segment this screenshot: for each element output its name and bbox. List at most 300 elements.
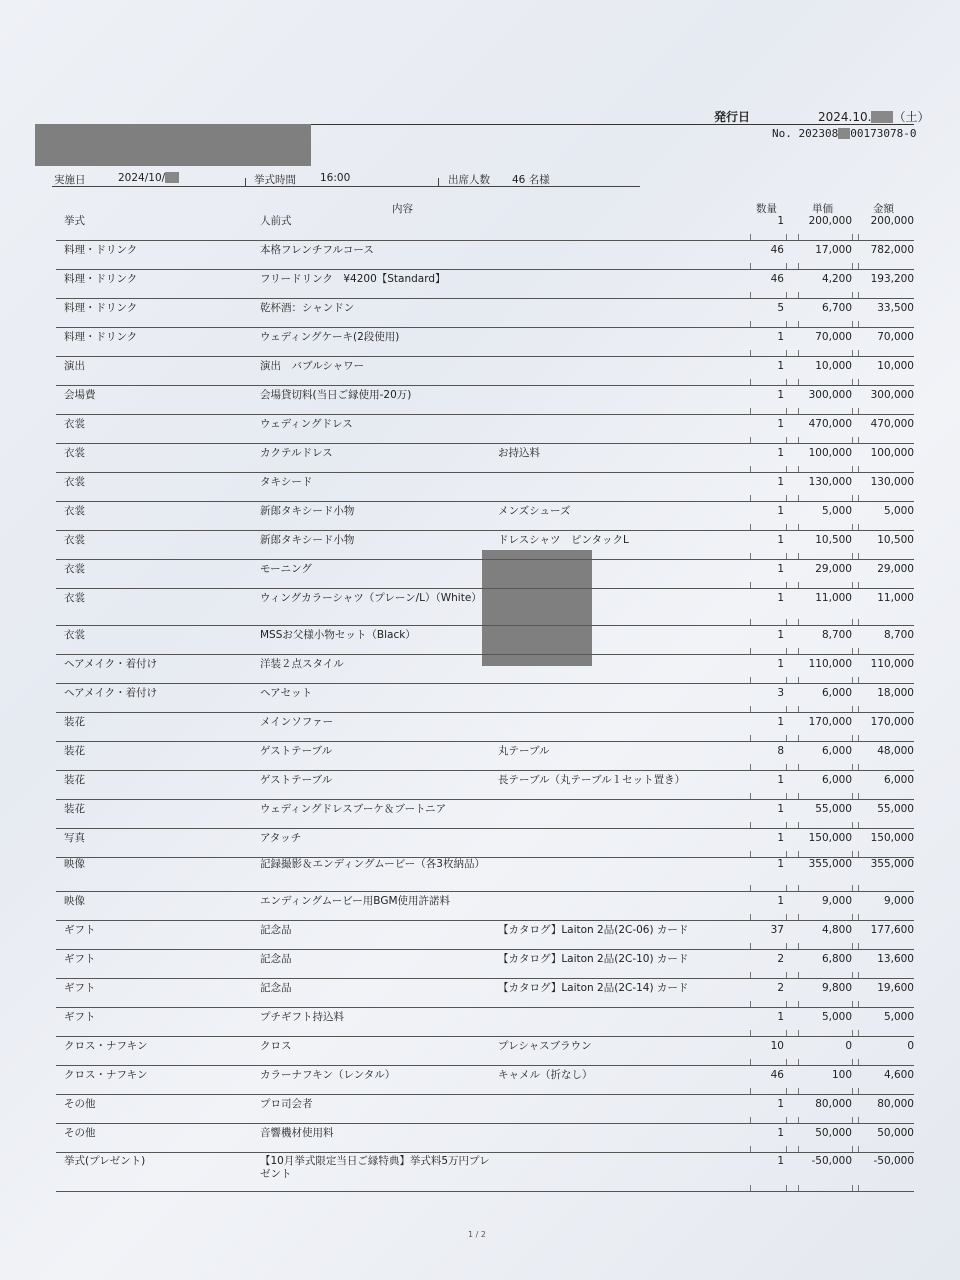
row-divider	[56, 472, 914, 473]
cell-tick	[750, 1001, 751, 1007]
cell-tick	[798, 234, 799, 240]
cell-tick	[798, 764, 799, 770]
qty-cell: 1	[777, 447, 784, 459]
cell-tick	[750, 466, 751, 472]
item-cell: モーニング	[260, 563, 312, 575]
cell-tick	[852, 822, 853, 828]
category-cell: ギフト	[64, 924, 96, 936]
qty-cell: 1	[777, 389, 784, 401]
row-divider	[56, 298, 914, 299]
cell-tick	[798, 553, 799, 559]
row-divider	[56, 443, 914, 444]
cell-tick	[798, 292, 799, 298]
cell-tick	[750, 648, 751, 654]
category-cell: 衣裳	[64, 505, 85, 517]
cell-tick	[786, 1146, 787, 1152]
cell-tick	[750, 1185, 751, 1191]
qty-cell: 1	[777, 592, 784, 604]
qty-cell: 1	[777, 895, 784, 907]
cell-tick	[852, 1059, 853, 1065]
cell-tick	[750, 885, 751, 891]
amount-cell: 177,600	[870, 924, 914, 936]
cell-tick	[798, 321, 799, 327]
qty-cell: 1	[777, 629, 784, 641]
note-cell: 【カタログ】Laiton 2品(2C-14) カード	[498, 982, 689, 994]
cell-tick	[852, 263, 853, 269]
item-cell: カラーナフキン（レンタル）	[260, 1069, 396, 1081]
cell-tick	[786, 764, 787, 770]
cell-tick	[858, 437, 859, 443]
cell-tick	[798, 495, 799, 501]
qty-cell: 1	[777, 418, 784, 430]
amount-cell: 8,700	[883, 629, 914, 641]
cell-tick	[786, 972, 787, 978]
unit-price-cell: 10,000	[815, 360, 852, 372]
cell-tick	[798, 466, 799, 472]
table-row	[56, 1040, 914, 1066]
row-divider	[56, 501, 914, 502]
cell-tick	[798, 793, 799, 799]
category-cell: クロス・ナフキン	[64, 1040, 148, 1052]
cell-tick	[798, 408, 799, 414]
category-cell: ギフト	[64, 982, 96, 994]
note-cell: ドレスシャツ ピンタックL	[498, 534, 629, 546]
cell-tick	[750, 292, 751, 298]
cell-tick	[786, 851, 787, 857]
unit-price-cell: 130,000	[808, 476, 852, 488]
cell-tick	[852, 735, 853, 741]
cell-tick	[750, 408, 751, 414]
table-row	[56, 331, 914, 357]
cell-tick	[858, 1146, 859, 1152]
cell-tick	[858, 1088, 859, 1094]
table-row	[56, 953, 914, 979]
unit-price-cell: 4,800	[821, 924, 852, 936]
row-divider	[56, 588, 914, 589]
cell-tick	[786, 1001, 787, 1007]
table-row	[56, 803, 914, 829]
cell-tick	[786, 1030, 787, 1036]
cell-tick	[852, 885, 853, 891]
amount-cell: 10,000	[877, 360, 914, 372]
cell-tick	[852, 914, 853, 920]
cell-tick	[852, 495, 853, 501]
category-cell: 映像	[64, 895, 85, 907]
item-cell: ゲストテーブル	[260, 774, 333, 786]
cell-tick	[786, 379, 787, 385]
qty-cell: 1	[777, 331, 784, 343]
cell-tick	[852, 1146, 853, 1152]
category-cell: 演出	[64, 360, 85, 372]
guest-count: 46 名様	[512, 174, 550, 186]
cell-tick	[858, 1001, 859, 1007]
event-date-redaction	[165, 172, 179, 183]
unit-price-cell: 100	[831, 1069, 852, 1081]
table-row	[56, 658, 914, 684]
cell-tick	[798, 619, 799, 625]
cell-tick	[852, 321, 853, 327]
cell-tick	[750, 764, 751, 770]
item-cell: 乾杯酒：シャンドン	[260, 302, 355, 314]
cell-tick	[858, 292, 859, 298]
unit-price-cell: 300,000	[808, 389, 852, 401]
cell-tick	[852, 524, 853, 530]
item-cell: カクテルドレス	[260, 447, 333, 459]
cell-tick	[858, 943, 859, 949]
cell-tick	[852, 706, 853, 712]
cell-tick	[798, 1117, 799, 1123]
cell-tick	[852, 582, 853, 588]
cell-tick	[858, 321, 859, 327]
cell-tick	[852, 619, 853, 625]
qty-cell: 46	[770, 244, 784, 256]
cell-tick	[858, 793, 859, 799]
cell-tick	[750, 706, 751, 712]
qty-cell: 46	[770, 273, 784, 285]
amount-cell: 5,000	[883, 505, 914, 517]
category-cell: 衣裳	[64, 418, 85, 430]
qty-cell: 1	[777, 360, 784, 372]
unit-price-cell: 100,000	[808, 447, 852, 459]
cell-tick	[798, 1185, 799, 1191]
qty-cell: 1	[777, 1098, 784, 1110]
row-divider	[56, 741, 914, 742]
item-cell: エンディングムービー用BGM使用許諾料	[260, 895, 451, 907]
column-header-amount: 金額	[873, 203, 894, 215]
event-date-label: 実施日	[54, 174, 86, 186]
document-number-suffix: 00173078-0	[850, 127, 917, 140]
item-cell: ウェディングドレスブーケ＆ブートニア	[260, 803, 447, 815]
item-cell: アタッチ	[260, 832, 302, 844]
item-cell: MSSお父様小物セット（Black）	[260, 629, 416, 641]
table-row	[56, 215, 914, 241]
cell-tick	[786, 822, 787, 828]
cell-tick	[786, 1185, 787, 1191]
unit-price-cell: 29,000	[815, 563, 852, 575]
category-cell: 衣裳	[64, 534, 85, 546]
item-cell: 記念品	[260, 982, 292, 994]
amount-cell: 70,000	[877, 331, 914, 343]
cell-tick	[798, 706, 799, 712]
row-divider	[56, 240, 914, 241]
category-cell: 衣裳	[64, 476, 85, 488]
item-cell: プチギフト持込料	[260, 1011, 344, 1023]
cell-tick	[786, 943, 787, 949]
issue-date	[818, 108, 929, 125]
category-cell: ヘアメイク・着付け	[64, 687, 158, 699]
item-cell: 会場貸切料(当日ご縁使用-20万)	[260, 389, 412, 401]
cell-tick	[750, 524, 751, 530]
row-divider	[56, 1094, 914, 1095]
cell-tick	[852, 677, 853, 683]
amount-cell: 470,000	[870, 418, 914, 430]
amount-cell: 19,600	[877, 982, 914, 994]
cell-tick	[750, 321, 751, 327]
item-cell: メインソファー	[260, 716, 334, 728]
category-cell: 挙式(プレゼント)	[64, 1155, 146, 1167]
cell-tick	[786, 234, 787, 240]
unit-price-cell: 9,000	[821, 895, 852, 907]
cell-tick	[858, 524, 859, 530]
table-row	[56, 895, 914, 921]
unit-price-cell: 6,000	[821, 774, 852, 786]
table-row	[56, 716, 914, 742]
cell-tick	[798, 582, 799, 588]
table-row	[56, 244, 914, 270]
amount-cell: 13,600	[877, 953, 914, 965]
cell-tick	[750, 1088, 751, 1094]
cell-tick	[750, 263, 751, 269]
qty-cell: 1	[777, 716, 784, 728]
category-cell: 会場費	[64, 389, 96, 401]
qty-cell: 1	[777, 1011, 784, 1023]
row-divider	[56, 269, 914, 270]
cell-tick	[852, 764, 853, 770]
cell-tick	[798, 1146, 799, 1152]
note-cell: 長テーブル（丸テーブル１セット置き）	[498, 774, 686, 786]
row-divider	[56, 530, 914, 531]
ceremony-time: 16:00	[320, 172, 351, 184]
amount-cell: 55,000	[877, 803, 914, 815]
category-cell: 料理・ドリンク	[64, 302, 138, 314]
note-cell: 丸テーブル	[498, 745, 550, 757]
note-cell: 【カタログ】Laiton 2品(2C-10) カード	[498, 953, 689, 965]
row-divider	[56, 1152, 914, 1153]
cell-tick	[852, 943, 853, 949]
unit-price-cell: 0	[845, 1040, 852, 1052]
qty-cell: 1	[777, 803, 784, 815]
item-cell: 【10月挙式限定当日ご縁特典】挙式料5万円プレゼント	[260, 1155, 490, 1180]
row-divider	[56, 385, 914, 386]
qty-cell: 1	[777, 1155, 784, 1167]
cell-tick	[798, 885, 799, 891]
cell-tick	[750, 379, 751, 385]
note-cell: お持込料	[498, 447, 540, 459]
table-row	[56, 534, 914, 560]
category-cell: 装花	[64, 745, 85, 757]
table-row	[56, 360, 914, 386]
unit-price-cell: 110,000	[808, 658, 852, 670]
cell-tick	[798, 943, 799, 949]
unit-price-cell: 170,000	[808, 716, 852, 728]
amount-cell: 100,000	[870, 447, 914, 459]
unit-price-cell: 8,700	[821, 629, 852, 641]
row-divider	[56, 327, 914, 328]
category-cell: ギフト	[64, 953, 96, 965]
amount-cell: 5,000	[883, 1011, 914, 1023]
cell-tick	[858, 619, 859, 625]
cell-tick	[858, 1117, 859, 1123]
row-divider	[56, 1123, 914, 1124]
category-cell: 衣裳	[64, 592, 85, 604]
table-row	[56, 1069, 914, 1095]
amount-cell: 9,000	[883, 895, 914, 907]
qty-cell: 5	[777, 302, 784, 314]
customer-name-redaction	[35, 124, 311, 166]
cell-tick	[750, 350, 751, 356]
cell-tick	[858, 972, 859, 978]
cell-tick	[786, 914, 787, 920]
qty-cell: 1	[777, 563, 784, 575]
item-cell: フリードリンク ¥4200【Standard】	[260, 273, 446, 285]
category-cell: 衣裳	[64, 629, 85, 641]
item-cell: 音響機材使用料	[260, 1127, 334, 1139]
row-divider	[56, 1007, 914, 1008]
category-cell: 衣裳	[64, 447, 85, 459]
amount-cell: 355,000	[870, 858, 914, 870]
category-cell: クロス・ナフキン	[64, 1069, 148, 1081]
cell-tick	[786, 263, 787, 269]
cell-tick	[750, 495, 751, 501]
unit-price-cell: 6,000	[821, 687, 852, 699]
cell-tick	[858, 851, 859, 857]
cell-tick	[858, 379, 859, 385]
category-cell: 料理・ドリンク	[64, 273, 138, 285]
cell-tick	[750, 437, 751, 443]
cell-tick	[858, 466, 859, 472]
cell-tick	[798, 1030, 799, 1036]
row-divider	[56, 770, 914, 771]
cell-tick	[858, 350, 859, 356]
table-row	[56, 563, 914, 589]
category-cell: ギフト	[64, 1011, 96, 1023]
page-number: 1 / 2	[468, 1230, 486, 1239]
cell-tick	[858, 885, 859, 891]
cell-tick	[786, 408, 787, 414]
cell-tick	[858, 706, 859, 712]
category-cell: その他	[64, 1098, 96, 1110]
cell-tick	[786, 582, 787, 588]
cell-tick	[798, 1001, 799, 1007]
cell-tick	[750, 619, 751, 625]
unit-price-cell: 50,000	[815, 1127, 852, 1139]
row-divider	[56, 1065, 914, 1066]
cell-tick	[858, 1185, 859, 1191]
cell-tick	[798, 677, 799, 683]
amount-cell: 170,000	[870, 716, 914, 728]
note-cell: キャメル（折なし）	[498, 1069, 593, 1081]
cell-tick	[750, 851, 751, 857]
cell-tick	[858, 764, 859, 770]
item-cell: ウェディングケーキ(2段使用)	[260, 331, 400, 343]
amount-cell: -50,000	[873, 1155, 914, 1167]
cell-tick	[798, 851, 799, 857]
category-cell: 挙式	[64, 215, 85, 227]
unit-price-cell: 9,800	[821, 982, 852, 994]
table-row	[56, 418, 914, 444]
cell-tick	[852, 1185, 853, 1191]
cell-tick	[852, 1030, 853, 1036]
cell-tick	[858, 1059, 859, 1065]
column-header-qty: 数量	[756, 203, 777, 215]
cell-tick	[750, 1146, 751, 1152]
cell-tick	[786, 1117, 787, 1123]
column-header-price: 単価	[812, 203, 833, 215]
cell-tick	[786, 885, 787, 891]
qty-cell: 2	[777, 982, 784, 994]
cell-tick	[786, 524, 787, 530]
amount-cell: 11,000	[877, 592, 914, 604]
table-row	[56, 832, 914, 858]
cell-tick	[750, 582, 751, 588]
category-cell: 料理・ドリンク	[64, 331, 138, 343]
qty-cell: 46	[770, 1069, 784, 1081]
qty-cell: 1	[777, 534, 784, 546]
cell-tick	[798, 914, 799, 920]
cell-tick	[786, 793, 787, 799]
cell-tick	[852, 1117, 853, 1123]
unit-price-cell: 5,000	[821, 505, 852, 517]
document-number-prefix: No. 202308	[772, 127, 839, 140]
amount-cell: 200,000	[870, 215, 914, 227]
qty-cell: 2	[777, 953, 784, 965]
row-divider	[56, 559, 914, 560]
table-row	[56, 273, 914, 299]
note-cell: プレシャスブラウン	[498, 1040, 592, 1052]
cell-tick	[786, 292, 787, 298]
unit-price-cell: 6,700	[821, 302, 852, 314]
item-cell: ウェディングドレス	[260, 418, 353, 430]
unit-price-cell: 55,000	[815, 803, 852, 815]
category-cell: 装花	[64, 774, 85, 786]
amount-cell: 782,000	[870, 244, 914, 256]
table-row	[56, 592, 914, 626]
cell-tick	[858, 1030, 859, 1036]
category-cell: その他	[64, 1127, 96, 1139]
qty-cell: 10	[770, 1040, 784, 1052]
cell-tick	[858, 648, 859, 654]
table-row	[56, 745, 914, 771]
row-divider	[56, 712, 914, 713]
unit-price-cell: 6,800	[821, 953, 852, 965]
table-row	[56, 389, 914, 415]
item-cell: タキシード	[260, 476, 313, 488]
guest-count-label: 出席人数	[448, 174, 490, 186]
amount-cell: 193,200	[870, 273, 914, 285]
category-cell: ヘアメイク・着付け	[64, 658, 158, 670]
qty-cell: 3	[777, 687, 784, 699]
cell-tick	[798, 379, 799, 385]
category-cell: 衣裳	[64, 563, 85, 575]
table-row	[56, 1127, 914, 1153]
unit-price-cell: 470,000	[808, 418, 852, 430]
row-divider	[56, 920, 914, 921]
item-cell: プロ司会者	[260, 1098, 313, 1110]
row-divider	[56, 625, 914, 626]
category-cell: 装花	[64, 716, 85, 728]
qty-cell: 1	[777, 858, 784, 870]
item-cell: ゲストテーブル	[260, 745, 333, 757]
unit-price-cell: 5,000	[821, 1011, 852, 1023]
unit-price-cell: 11,000	[815, 592, 852, 604]
qty-cell: 37	[770, 924, 784, 936]
row-divider	[56, 1036, 914, 1037]
cell-tick	[750, 677, 751, 683]
table-row	[56, 505, 914, 531]
cell-tick	[852, 553, 853, 559]
cell-tick	[786, 350, 787, 356]
cell-tick	[750, 1117, 751, 1123]
amount-cell: 10,500	[877, 534, 914, 546]
cell-tick	[798, 350, 799, 356]
cell-tick	[798, 648, 799, 654]
cell-tick	[750, 1059, 751, 1065]
cell-tick	[750, 943, 751, 949]
cell-tick	[852, 437, 853, 443]
amount-cell: 80,000	[877, 1098, 914, 1110]
issue-date-redaction	[871, 111, 893, 123]
cell-tick	[858, 408, 859, 414]
